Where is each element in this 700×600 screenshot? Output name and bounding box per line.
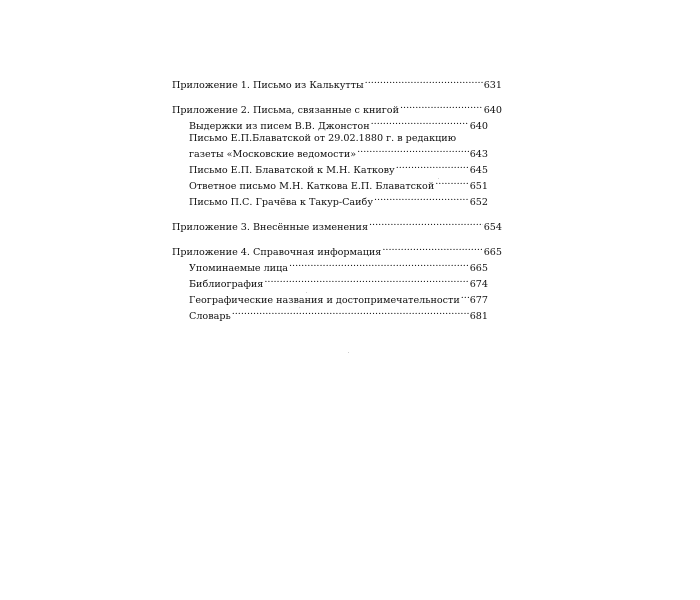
- toc-group-appendix-4: [172, 243, 502, 323]
- toc-subentry[interactable]: [172, 291, 502, 307]
- toc-subentry-title: Письмо П.С. Грачёва к Такур-Саибу: [189, 197, 373, 208]
- toc-group-appendix-2: [172, 101, 502, 209]
- toc-entry[interactable]: [172, 243, 502, 259]
- toc-subentry-page: 652: [469, 197, 488, 208]
- toc-leader-dots: [400, 101, 483, 113]
- toc-subentry-title: Письмо Е.П. Блаватской к М.Н. Каткову: [189, 165, 395, 176]
- toc-leader-dots: [365, 76, 483, 88]
- toc-leader-dots: [461, 291, 469, 303]
- toc-entry[interactable]: [172, 218, 502, 234]
- scan-speck: [306, 292, 307, 293]
- toc-subentry-title: Географические названия и достопримечательности: [189, 295, 460, 306]
- toc-entry-page: 654: [483, 222, 502, 233]
- toc-entry-page: 631: [483, 80, 502, 91]
- toc-subentry-page: 651: [469, 181, 488, 192]
- toc-subentry[interactable]: [172, 259, 502, 275]
- toc-leader-dots: [232, 307, 469, 319]
- toc-leader-dots: [371, 117, 469, 129]
- table-of-contents: [172, 76, 502, 332]
- toc-subentry-page: 640: [469, 121, 488, 132]
- toc-subentry-page: 677: [469, 295, 488, 306]
- toc-entry-page: 640: [483, 105, 502, 116]
- scan-speck: [299, 307, 300, 308]
- toc-entry-title: Приложение 1. Письмо из Калькутты: [172, 80, 364, 91]
- toc-leader-dots: [382, 243, 482, 255]
- toc-subentry-page: 681: [469, 311, 488, 322]
- toc-leader-dots: [357, 145, 469, 157]
- toc-group-appendix-1: [172, 76, 502, 92]
- toc-subentry[interactable]: [172, 193, 502, 209]
- toc-subentry-title: Письмо Е.П.Блаватской от 29.02.1880 г. в редакцию: [189, 133, 457, 144]
- toc-subentry-title: Библиография: [189, 279, 264, 290]
- toc-entry-title: Приложение 3. Внесённые изменения: [172, 222, 368, 233]
- toc-subentry[interactable]: [172, 133, 502, 145]
- toc-leader-dots: [374, 193, 469, 205]
- toc-entry[interactable]: [172, 76, 502, 92]
- toc-entry-title: Приложение 4. Справочная информация: [172, 247, 382, 258]
- toc-subentry-title: Выдержки из писем В.В. Джонстон: [189, 121, 370, 132]
- scan-speck: [438, 178, 439, 179]
- toc-subentry-continuation[interactable]: [172, 145, 502, 161]
- toc-entry-page: 665: [483, 247, 502, 258]
- toc-subentry[interactable]: [172, 177, 502, 193]
- toc-leader-dots: [435, 177, 468, 189]
- toc-subentry-page: 645: [469, 165, 488, 176]
- toc-subentry[interactable]: [172, 307, 502, 323]
- toc-subentry-title: газеты «Московские ведомости»: [189, 149, 357, 160]
- toc-leader-dots: [264, 275, 468, 287]
- toc-subentry-title: Упоминаемые лица: [189, 263, 288, 274]
- toc-subentry-page: 674: [469, 279, 488, 290]
- toc-subentry-title: Словарь: [189, 311, 231, 322]
- toc-entry-title: Приложение 2. Письма, связанные с книгой: [172, 105, 399, 116]
- toc-subentry-title: Ответное письмо М.Н. Каткова Е.П. Блаватской: [189, 181, 435, 192]
- toc-leader-dots: [369, 218, 483, 230]
- toc-subentry[interactable]: [172, 117, 502, 133]
- toc-entry[interactable]: [172, 101, 502, 117]
- scan-speck: [348, 352, 349, 353]
- toc-subentry-page: 665: [469, 263, 488, 274]
- toc-leader-dots: [289, 259, 469, 271]
- toc-group-appendix-3: [172, 218, 502, 234]
- toc-leader-dots: [396, 161, 469, 173]
- toc-subentry-page: 643: [469, 149, 488, 160]
- toc-subentry[interactable]: [172, 275, 502, 291]
- toc-subentry[interactable]: [172, 161, 502, 177]
